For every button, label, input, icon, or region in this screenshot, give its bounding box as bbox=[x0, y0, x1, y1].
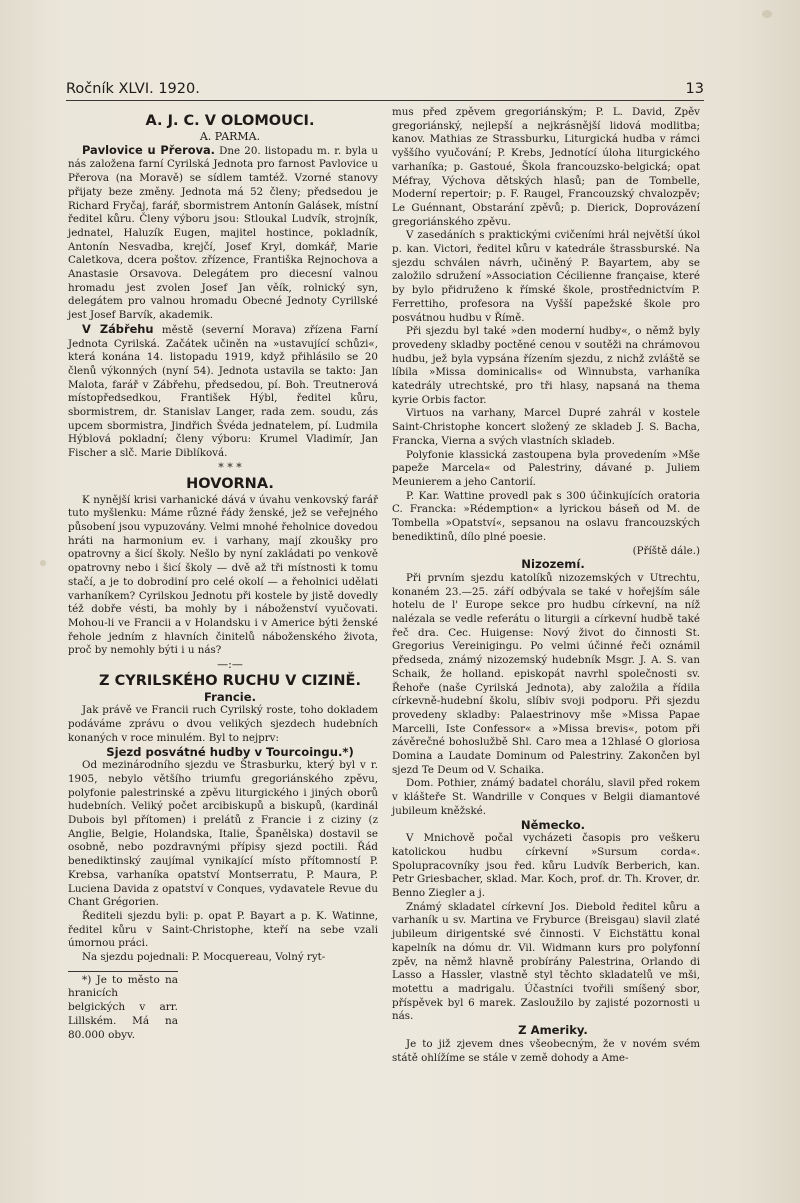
paragraph-text: Dne 20. listopadu m. r. byla u nás založena farní Cyrilská Jednota pro farnost Pavlovice u Přerova (na Moravě) se sídlem tamtéž. Vzorné stanovy přijaty beze změny. Jednota má 52 členy; předsedou je Richard Fryčaj, farář, sbormistrem Antonín Galásek, místní ředitel kůru. Členy výboru jsou: Stloukal Ludvík, strojník, jednatel, Haluzík Eugen, majitel hostince, pokladník, Antonín Nesvadba, krejčí, Josef Kryl, domkář, Marie Caletkova, dcera poštov. zřízence, Františka Rejnochova a Anastasie Orsavova. Delegátem pro diecesní valnou hromadu jest zvolen Josef Jan věík, rolnický syn, delegátem pro valnou hromadu Obecné Jednoty Cyrillské jest Josef Barvík, akademik. bbox=[68, 144, 378, 322]
subheading: Francie. bbox=[203, 689, 257, 704]
continued-note: (Příště dále.) bbox=[632, 544, 700, 557]
subheading: Sjezd posvátné hudby v Tourcoingu.*) bbox=[106, 744, 354, 759]
place-name: Pavlovice u Přerova. bbox=[82, 142, 216, 157]
article-title: A. J. C. V OLOMOUCI. bbox=[145, 113, 315, 129]
paragraph: Dom. Pothier, známý badatel chorálu, slavil před rokem v klášteře St. Wandrille v Conques v Belgii diamantové jubileum kněžské. bbox=[392, 777, 700, 817]
paper-stain bbox=[762, 10, 772, 18]
subheading: Nizozemí. bbox=[521, 557, 585, 572]
paragraph: Virtuos na varhany, Marcel Dupré zahrál v kostele Saint-Christophe koncert složený ze skladeb J. S. Bacha, Francka, Vierna a svých vlastních skladeb. bbox=[392, 407, 700, 447]
paragraph: Na sjezdu pojednali: P. Mocquereau, Volný ryt- bbox=[82, 951, 326, 964]
left-column bbox=[68, 112, 378, 1042]
subheading: Z Ameriky. bbox=[518, 1023, 588, 1038]
paragraph: Známý skladatel církevní Jos. Diebold ředitel kůru a varhaník u sv. Martina ve Fryburce (Breisgau) slavil zlaté jubileum dirigentské své činnosti. V Eichstättu konal kapelník na dómu dr. Vil. Widmann kurs pro polyfonní zpěv, na němž hlavně probírány Palestrina, Orlando di Lasso a Hassler, vlastně styl těchto skladatelů ve mši, motettu a madrigalu. Účastníci tvořili smíšený sbor, příspěvek byl 6 marek. Zasloužilo by zajisté pozornosti u nás. bbox=[392, 900, 700, 1023]
paragraph-text: městě (severní Morava) zřízena Farní Jednota Cyrilská. Začátek učiněn na »ustavující schůzi«, která konána 14. listopadu 1919, když přihlásilo se 20 členů výkonných (nyní 54). Jednota ustavila se takto: Jan Malota, farář v Zábřehu, předsedou, pí. Boh. Treutnerová místopředsedkou, František Hýbl, ředitel kůru, sbormistrem, dr. Stanislav Langer, rada zem. soudu, zás upcem sbormistra, Jindřich Švéda jednatelem, pí. Ludmila Hýblová pokladní; členy výboru: Krumel Vladimír, Jan Fischer a slč. Marie Diblíková. bbox=[68, 323, 378, 460]
paragraph: V Mnichově počal vycházeti časopis pro veškeru katolickou hudbu církevní »Sursum corda«. Spolupracovníky jsou řed. kůru Ludvík Berberich, kan. Petr Griesbacher, sklad. Mar. Koch, prof. dr. Th. Krover, dr. Benno Ziegler a j. bbox=[392, 832, 700, 900]
page-number: 13 bbox=[685, 81, 704, 97]
paragraph: V zasedáních s praktickými cvičeními hrál největší úkol p. kan. Victori, ředitel kůru v katedrále štrassburské. Na sjezdu schválen návrh, učiněný P. Bayartem, aby se založilo sdružení »Association Cécilienne française, které by bylo přidruženo k římské škole, prostřednictvím P. Ferrettiho, profesora na Vyšší papežské škole pro posvátnou hudbu v Římě. bbox=[392, 229, 700, 324]
paper-stain bbox=[40, 560, 46, 566]
paragraph: Při sjezdu byl také »den moderní hudby«, o němž byly provedeny skladby poctěné cenou v soutěži na chrámovou hudbu, jež byla vypsána řízením sjezdu, z nichž zvláště se líbila »Missa dominicalis« od Winnubsta, varhaníka katedrály utrechtské, pro tři hlasy, napsaná na thema kyrie Orbis factor. bbox=[392, 325, 700, 406]
paragraph: mus před zpěvem gregoriánským; P. L. David, Zpěv gregoriánský, nejlepší a nejkrásnější lidová modlitba; kanov. Mathias ze Strassburku, Liturgická hudba v rámci vyššího vyučování; P. Krebs, Jednotící úloha liturgického varhaníka; p. Gastoué, Škola francouzsko-belgická; opat Méfray, Výchova dětských hlasů; pan de Tombelle, Moderní repertoir; p. F. Raugel, Francouzský chvalozpěv; Le Guénnant, Obstarání zpěvů; p. Dierick, Doprovázení gregoriánského zpěvu. bbox=[392, 106, 700, 228]
paragraph: Polyfonie klassická zastoupena byla provedením »Mše papeže Marcela« od Palestriny, dávané p. Juliem Meunierem a jeho Cantorií. bbox=[392, 448, 700, 488]
footnote-text: *) Je to město na hranicích belgických v arr. Lillském. Má na 80.000 obyv. bbox=[68, 973, 178, 1041]
right-column bbox=[392, 106, 700, 1065]
section-divider: —:— bbox=[217, 658, 243, 672]
paragraph: Od mezinárodního sjezdu ve Štrasburku, který byl v r. 1905, nebylo většího triumfu gregoriánského zpěvu, polyfonie palestrinské a zpěvu liturgického i jiných oborů hudebních. Veliký počet arcibiskupů a biskupů, (kardinál Dubois byl přítomen) i prelátů z Francie i z ciziny (z Anglie, Belgie, Holandska, Italie, Španělska) dostavil se osobně, nebo pozdravnými přípisy sjezd poctili. Řád benediktinský zaujímal vynikající místo přítomností P. Krebsa, varhaníka opatství Montserratu, P. Maura, P. Luciena Davida z opatství v Conques, vydavatele Revue du Chant Grégorien. bbox=[68, 759, 378, 909]
volume-year: Ročník XLVI. 1920. bbox=[66, 81, 200, 97]
article-title: HOVORNA. bbox=[186, 475, 274, 492]
paragraph: Při prvním sjezdu katolíků nizozemských v Utrechtu, konaném 23.—25. září odbývala se také v hořejším sále hotelu de l' Europe sekce pro hudbu církevní, na níž nalézala se vedle referátu o liturgii a církevní hudbě také řeč dra. Cec. Huigense: Nový život do činnosti St. Gregorius Vereinigingu. Po velmi účinné řeči oznámil předseda, známý nizozemský hudebník Msgr. J. A. S. van Schaik, že holland. episkopát navrhl společnosti sv. Řehoře (naše Cyrilská Jednota), aby založila a řídila církevně-hudební školu, slíbiv svoji podporu. Při sjezdu provedeny skladby: Palaestrinovy mše »Missa Papae Marcelli, Iste Confessor« a »Missa brevis«, potom při závěrečné bohoslužbě Shl. Caro mea a 12hlasé O gloriosa Domina a Laudate Dominum od Palestriny. Zakončen byl sjezd Te Deum od V. Schaika. bbox=[392, 571, 700, 776]
page-header bbox=[66, 78, 704, 101]
paragraph bbox=[68, 323, 378, 461]
paragraph bbox=[68, 144, 378, 323]
paragraph: Řediteli sjezdu byli: p. opat P. Bayart a p. K. Watinne, ředitel kůru v Saint-Christophe, kteří na sebe vzali úmornou práci. bbox=[68, 909, 378, 950]
paragraph: Je to již zjevem dnes všeobecným, že v novém svém státě ohlížíme se stále v země dohody a Ame- bbox=[392, 1037, 700, 1064]
subheading: Německo. bbox=[520, 817, 586, 832]
place-name: V Zábřehu bbox=[82, 321, 154, 336]
section-divider: * * * bbox=[218, 460, 242, 474]
paragraph: P. Kar. Wattine provedl pak s 300 účinkujících oratoria C. Francka: »Rédemption« a lyrickou báseň od M. de Tombella »Opatství«, sepsanou na oslavu francouzských benediktinů, dílo plné poesie. bbox=[392, 489, 700, 543]
article-author: A. PARMA. bbox=[199, 130, 261, 143]
article-title: Z CYRILSKÉHO RUCHU V CIZINĚ. bbox=[99, 672, 361, 689]
footnote bbox=[68, 971, 178, 1043]
paragraph: K nynější krisi varhanické dává v úvahu venkovský farář tuto myšlenku: Máme různé řády ženské, jež se veřejného působení jsou vypuzovány. Velmi mnohé řeholnice dovedou hráti na harmonium ev. i varhany, mají zkoušky pro opatrovny a šicí školy. Nešlo by nyní zakládati po venkově opatrovny nebo i šicí školy — dvě až tři místnosti k tomu stačí, a je to dobrodiní pro celé okolí — a řeholnici udělati varhaníkem? Cyrilskou Jednotu při kostele by jistě dovedly též dobře vésti, ba mohly by i náboženství vyučovati. Mohou-li ve Francii a v Holandsku i v Americe býti ženské řehole jedním z hlavních činitelů náboženského života, proč by nemohly býti i u nás? bbox=[68, 493, 378, 657]
paragraph: Jak právě ve Francii ruch Cyrilský roste, toho dokladem podáváme zprávu o dvou velikých sjezdech hudebních konaných v roce minulém. Byl to nejprv: bbox=[68, 704, 378, 744]
